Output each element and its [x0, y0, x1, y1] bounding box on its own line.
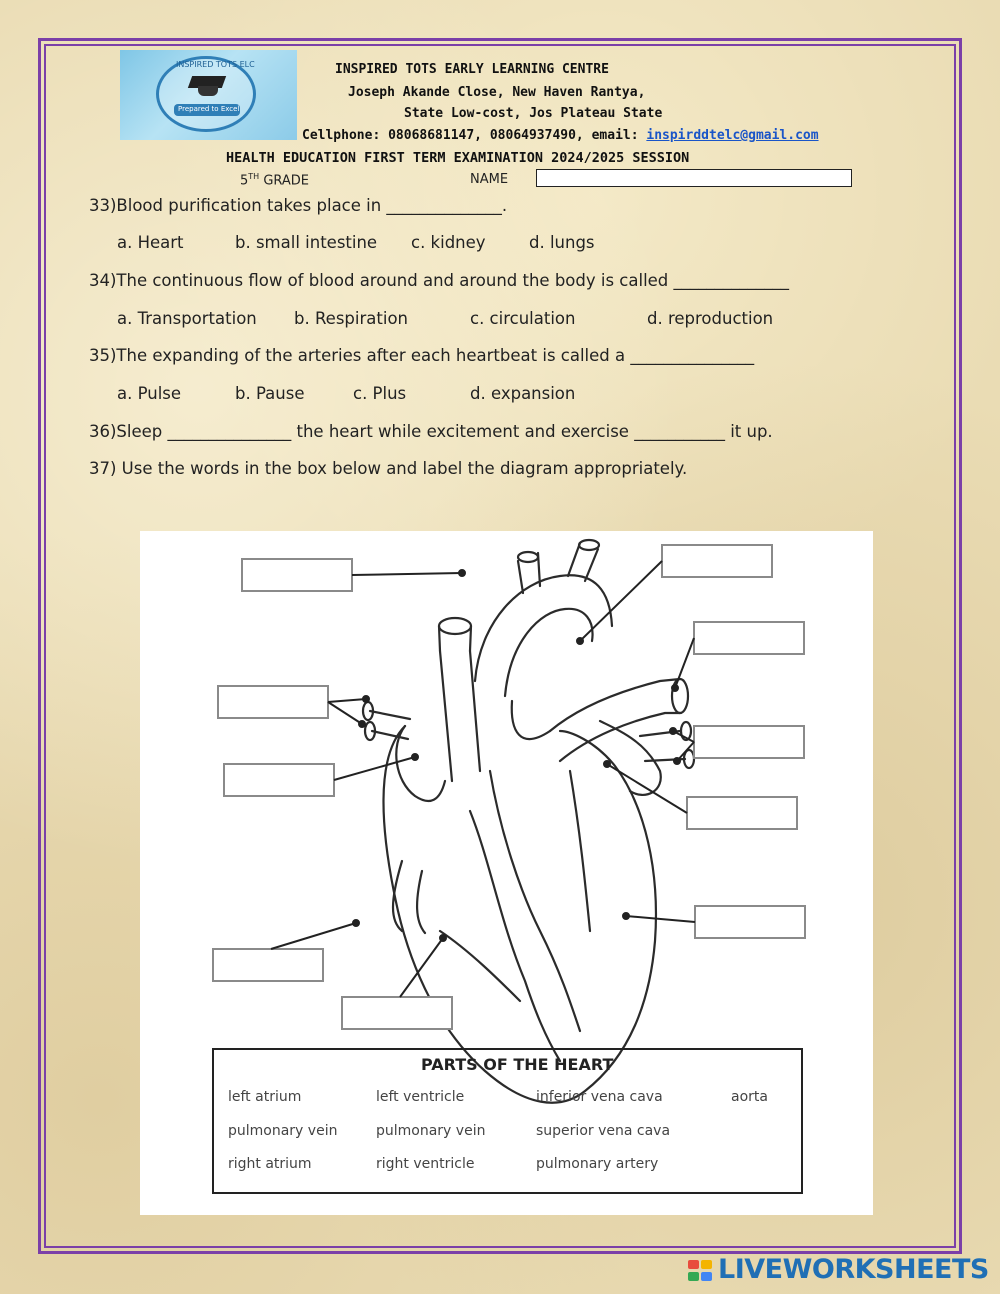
q35-option-d: d. expansion [470, 384, 576, 403]
q33-option-a: a. Heart [117, 233, 184, 252]
legend-item: pulmonary artery [536, 1156, 659, 1172]
legend-item: left ventricle [376, 1089, 465, 1105]
liveworksheets-badge-icon [688, 1260, 714, 1282]
question-34: 34)The continuous flow of blood around and around the body is called ______________ [89, 271, 790, 290]
q34-option-c: c. circulation [470, 309, 576, 328]
question-35: 35)The expanding of the arteries after each heartbeat is called a _______________ [89, 346, 755, 365]
question-37: 37) Use the words in the box below and label the diagram appropriately. [89, 459, 688, 478]
question-36: 36)Sleep _______________ the heart while excitement and exercise ___________ it up. [89, 422, 773, 441]
legend-item: right atrium [228, 1156, 312, 1172]
school-address-line1: Joseph Akande Close, New Haven Rantya, [348, 85, 646, 100]
logo-text: INSPIRED TOTS ELC [176, 60, 255, 69]
name-label: NAME [470, 172, 509, 187]
q35-option-b: b. Pause [235, 384, 305, 403]
q33-option-b: b. small intestine [235, 233, 378, 252]
heart-diagram [140, 531, 873, 1215]
q33-option-c: c. kidney [411, 233, 486, 252]
q35-option-a: a. Pulse [117, 384, 182, 403]
grade-label: 5TH GRADE [240, 172, 310, 189]
school-logo [120, 50, 297, 140]
school-address-line2: State Low-cost, Jos Plateau State [404, 106, 663, 121]
email-link[interactable]: inspirddtelc@gmail.com [646, 128, 819, 143]
q34-option-b: b. Respiration [294, 309, 408, 328]
school-name: INSPIRED TOTS EARLY LEARNING CENTRE [335, 62, 609, 77]
legend-title: PARTS OF THE HEART [421, 1055, 614, 1074]
school-contact [302, 128, 819, 143]
legend-item: right ventricle [376, 1156, 475, 1172]
legend-item: pulmonary vein [376, 1123, 486, 1139]
q34-option-d: d. reproduction [647, 309, 774, 328]
q35-option-c: c. Plus [353, 384, 407, 403]
legend-item: aorta [731, 1089, 768, 1105]
exam-title: HEALTH EDUCATION FIRST TERM EXAMINATION 2024/2025 SESSION [226, 150, 690, 166]
q33-option-d: d. lungs [529, 233, 595, 252]
q34-option-a: a. Transportation [117, 309, 257, 328]
legend-item: inferior vena cava [536, 1089, 663, 1105]
graduation-cap-base [198, 86, 218, 96]
question-33: 33)Blood purification takes place in ______________. [89, 196, 508, 215]
legend-item: left atrium [228, 1089, 302, 1105]
logo-motto: Prepared to Excel [178, 105, 240, 113]
legend-item: superior vena cava [536, 1123, 671, 1139]
liveworksheets-text: LIVEWORKSHEETS [718, 1254, 989, 1285]
contact-text: Cellphone: 08068681147, 08064937490, email: [302, 128, 647, 143]
heart-drawing [140, 531, 873, 1215]
legend-item: pulmonary vein [228, 1123, 338, 1139]
name-field[interactable] [536, 169, 852, 187]
